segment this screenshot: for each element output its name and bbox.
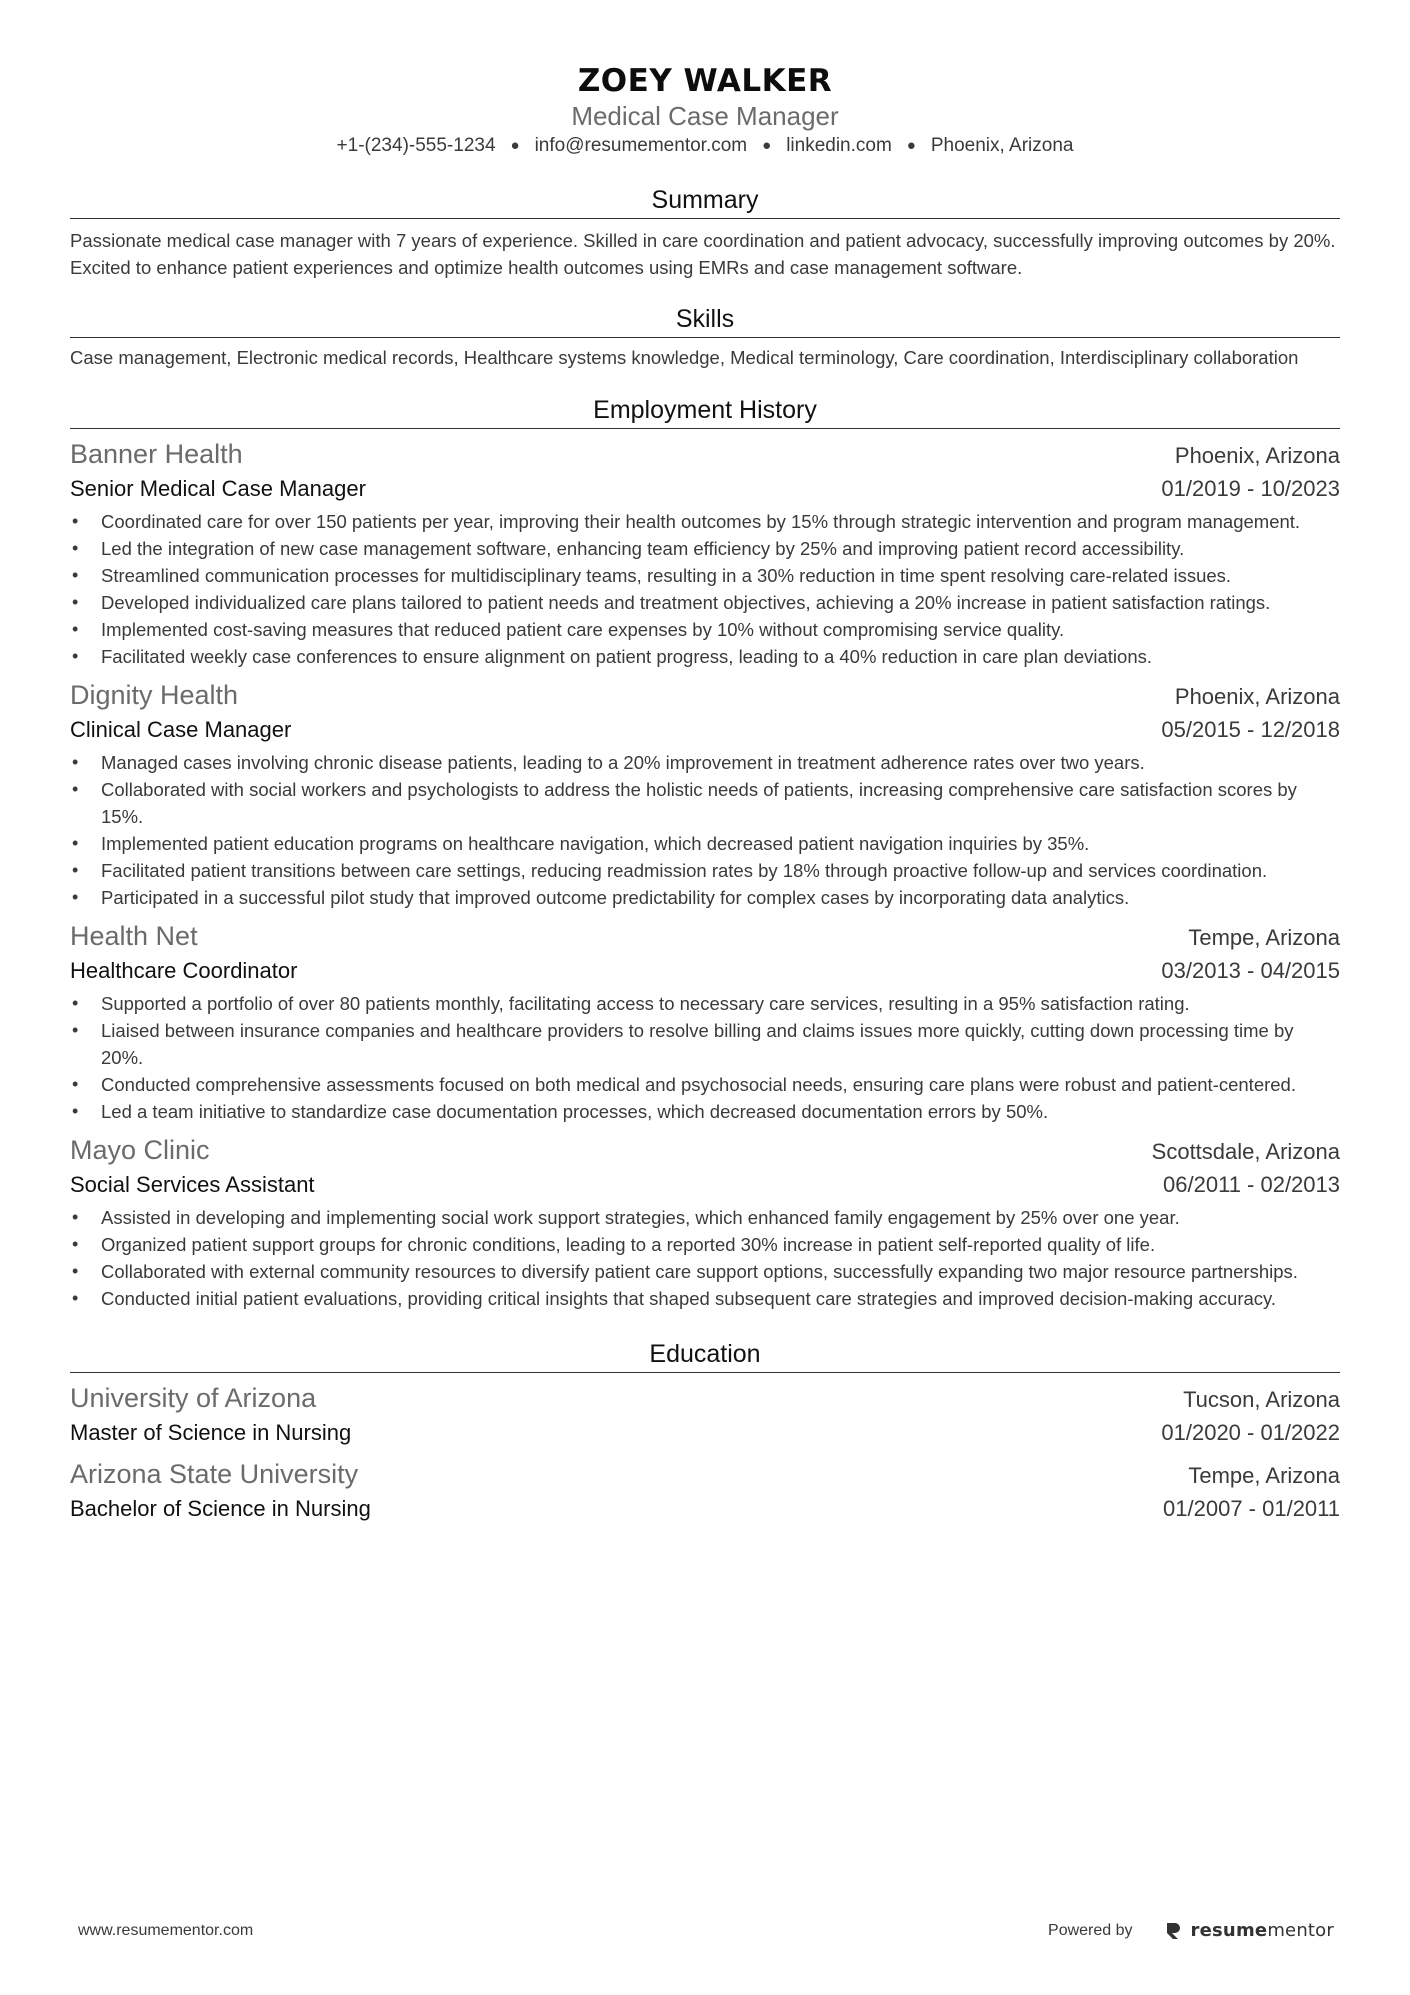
job-role-row (70, 473, 1340, 505)
job-dates: 01/2019 - 10/2023 (1161, 476, 1340, 501)
resumementor-logo-icon (1165, 1922, 1181, 1940)
job-bullets (70, 508, 1340, 670)
school-location: Tucson, Arizona (1183, 1387, 1340, 1412)
section-heading-summary: Summary (651, 186, 759, 214)
list-item: • Liaised between insurance companies and healthcare providers to resolve billing and claims issues more quickly, cutting down processing time by 20%. (70, 1017, 1340, 1071)
list-item: • Implemented patient education programs on healthcare navigation, which decreased patient navigation inquiries by 35%. (70, 830, 1340, 857)
job-bullets (70, 990, 1340, 1125)
school-name: Arizona State University (70, 1459, 359, 1489)
section-heading-employment: Employment History (593, 396, 817, 424)
list-item: • Managed cases involving chronic disease patients, leading to a 20% improvement in treatment adherence rates over two years. (70, 749, 1340, 776)
section-divider (70, 218, 1340, 219)
list-item: • Developed individualized care plans tailored to patient needs and treatment objectives, achieving a 20% increase in patient satisfaction ratings. (70, 589, 1340, 616)
section-divider (70, 428, 1340, 429)
job-entry (70, 1133, 1340, 1312)
list-item: • Supported a portfolio of over 80 patients monthly, facilitating access to necessary care services, resulting in a 95% satisfaction rating. (70, 990, 1340, 1017)
job-bullets (70, 1204, 1340, 1312)
footer-brand (1048, 1920, 1334, 1941)
contact-linkedin: linkedin.com (786, 135, 892, 156)
degree-dates: 01/2007 - 01/2011 (1163, 1496, 1340, 1521)
job-bullets (70, 749, 1340, 911)
brand-logo-text (1191, 1920, 1334, 1941)
degree-row (70, 1417, 1340, 1449)
bullet-separator-icon: ● (906, 137, 916, 154)
list-item: • Implemented cost-saving measures that reduced patient care expenses by 10% without compromising service quality. (70, 616, 1340, 643)
footer-website: www.resumementor.com (78, 1921, 254, 1939)
job-title: Medical Case Manager (571, 101, 839, 131)
page-footer (78, 1920, 1334, 1941)
list-item: • Facilitated patient transitions between care settings, reducing readmission rates by 18% through proactive follow-up and services coordination. (70, 857, 1340, 884)
list-item: • Participated in a successful pilot study that improved outcome predictability for complex cases by incorporating data analytics. (70, 884, 1340, 911)
list-item: • Assisted in developing and implementing social work support strategies, which enhanced family engagement by 25% over one year. (70, 1204, 1340, 1231)
job-role: Healthcare Coordinator (70, 958, 298, 983)
job-role-row (70, 714, 1340, 746)
degree-dates: 01/2020 - 01/2022 (1161, 1420, 1340, 1445)
contact-phone: +1-(234)-555-1234 (336, 135, 496, 156)
degree-name: Master of Science in Nursing (70, 1420, 352, 1445)
job-location: Phoenix, Arizona (1174, 443, 1340, 468)
school-header-row (70, 1381, 1340, 1417)
list-item: • Conducted initial patient evaluations, providing critical insights that shaped subsequent care strategies and improved decision-making accuracy. (70, 1285, 1340, 1312)
list-item: • Collaborated with social workers and psychologists to address the holistic needs of patients, increasing comprehensive care satisfaction scores by 15%. (70, 776, 1340, 830)
job-location: Tempe, Arizona (1188, 925, 1340, 950)
job-role: Social Services Assistant (70, 1172, 315, 1197)
school-name: University of Arizona (70, 1383, 317, 1413)
job-dates: 06/2011 - 02/2013 (1163, 1172, 1340, 1197)
section-heading-education: Education (649, 1340, 761, 1368)
contact-email: info@resumementor.com (534, 135, 748, 156)
brand-regular: mentor (1267, 1920, 1334, 1941)
job-role-row (70, 1169, 1340, 1201)
list-item: • Streamlined communication processes for multidisciplinary teams, resulting in a 30% reduction in time spent resolving care-related issues. (70, 562, 1340, 589)
list-item: • Conducted comprehensive assessments focused on both medical and psychosocial needs, ensuring care plans were robust and patient-centered. (70, 1071, 1340, 1098)
employer-name: Dignity Health (70, 680, 239, 710)
education-list (70, 1381, 1340, 1525)
list-item: • Collaborated with external community resources to diversify patient care support options, successfully expanding two major resource partnerships. (70, 1258, 1340, 1285)
skills-text: Case management, Electronic medical records, Healthcare systems knowledge, Medical terminology, Care coordination, Interdisciplinary collaboration (70, 347, 1299, 368)
job-location: Phoenix, Arizona (1174, 684, 1340, 709)
powered-by-label: Powered by (1048, 1921, 1133, 1939)
list-item: • Organized patient support groups for chronic conditions, leading to a reported 30% increase in patient self-reported quality of life. (70, 1231, 1340, 1258)
job-entry (70, 437, 1340, 670)
section-divider (70, 337, 1340, 338)
degree-row (70, 1493, 1340, 1525)
employer-name: Banner Health (70, 439, 243, 469)
contact-location: Phoenix, Arizona (930, 135, 1074, 156)
job-header-row (70, 678, 1340, 714)
job-location: Scottsdale, Arizona (1151, 1139, 1340, 1164)
job-entry (70, 678, 1340, 911)
school-location: Tempe, Arizona (1188, 1463, 1340, 1488)
candidate-name: ZOEY WALKER (577, 63, 833, 99)
list-item: • Coordinated care for over 150 patients per year, improving their health outcomes by 15% through strategic intervention and program management. (70, 508, 1340, 535)
bullet-separator-icon: ● (510, 137, 520, 154)
bullet-separator-icon: ● (762, 137, 772, 154)
list-item: • Led a team initiative to standardize case documentation processes, which decreased documentation errors by 50%. (70, 1098, 1340, 1125)
job-entry (70, 919, 1340, 1125)
job-header-row (70, 1133, 1340, 1169)
resume-page (70, 62, 1340, 1525)
job-role-row (70, 955, 1340, 987)
list-item: • Facilitated weekly case conferences to ensure alignment on patient progress, leading to a 40% reduction in care plan deviations. (70, 643, 1340, 670)
school-header-row (70, 1457, 1340, 1493)
brand-bold: resume (1190, 1920, 1268, 1941)
education-entry (70, 1457, 1340, 1525)
job-dates: 03/2013 - 04/2015 (1161, 958, 1340, 983)
section-divider (70, 1372, 1340, 1373)
job-header-row (70, 437, 1340, 473)
summary-text: Passionate medical case manager with 7 years of experience. Skilled in care coordination and patient advocacy, successfully improving outcomes by 20%. Excited to enhance patient experiences and optimize health outcomes using EMRs and case management software. (70, 230, 1336, 278)
job-dates: 05/2015 - 12/2018 (1161, 717, 1340, 742)
list-item: • Led the integration of new case management software, enhancing team efficiency by 25% and improving patient record accessibility. (70, 535, 1340, 562)
degree-name: Bachelor of Science in Nursing (70, 1496, 371, 1521)
job-role: Senior Medical Case Manager (70, 476, 366, 501)
employment-list (70, 437, 1340, 1312)
education-entry (70, 1381, 1340, 1449)
job-role: Clinical Case Manager (70, 717, 292, 742)
employer-name: Health Net (70, 921, 198, 951)
section-heading-skills: Skills (675, 305, 735, 333)
employer-name: Mayo Clinic (70, 1135, 210, 1165)
contact-line (70, 132, 1340, 160)
job-header-row (70, 919, 1340, 955)
